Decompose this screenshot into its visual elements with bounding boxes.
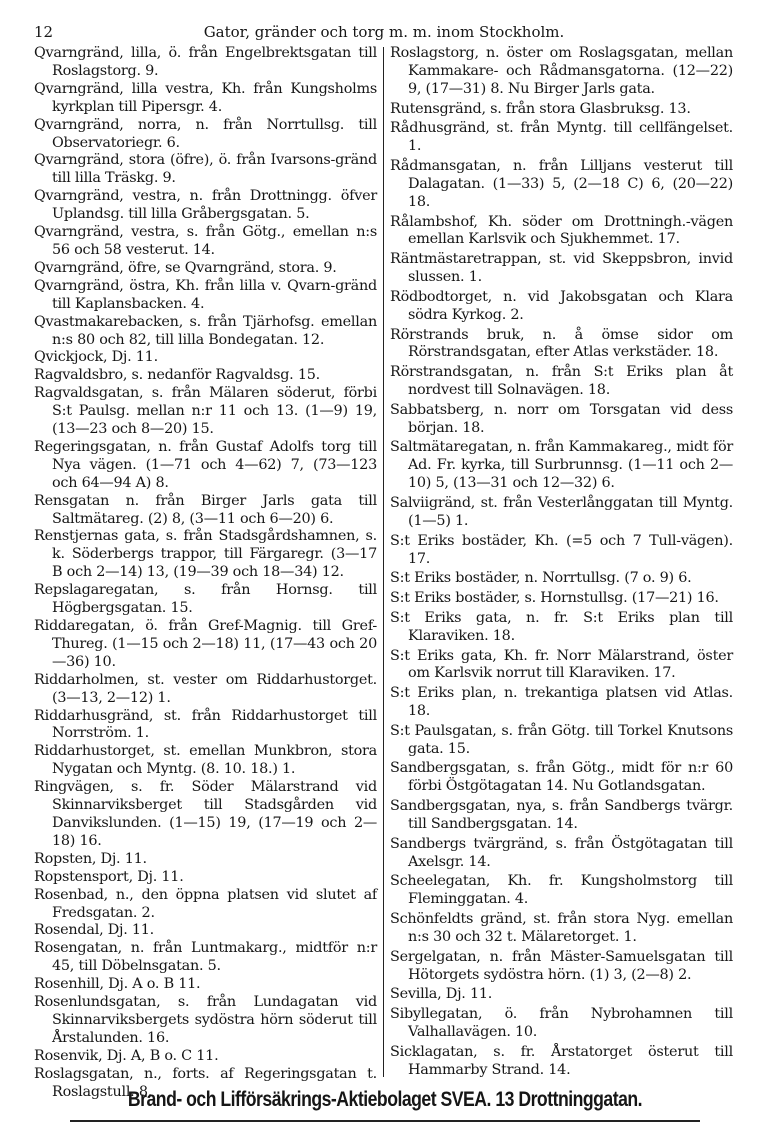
street-entry: Sandbergsgatan, nya, s. från Sandbergs tvärgr. till Sandbergsgatan. 14. <box>390 798 733 833</box>
street-entry: Ropsten, Dj. 11. <box>34 850 147 867</box>
street-entry: Qvarngränd, norra, n. från Norrtullsg. till Observatoriegr. 6. <box>34 116 377 151</box>
street-entry: Rosenvik, Dj. A, B o. C 11. <box>34 1047 219 1064</box>
page-number: 12 <box>34 23 54 41</box>
street-entry: Rådhusgränd, st. från Myntg. till cellfängelset. 1. <box>390 120 733 155</box>
street-entry: Ropstensport, Dj. 11. <box>34 868 184 885</box>
street-entry: Qvarngränd, vestra, n. från Drottningg. öfver Uplandsg. till lilla Gråbergsgatan. 5. <box>34 188 377 223</box>
left-column <box>34 45 383 1100</box>
running-title: Gator, gränder och torg m. m. inom Stockholm. <box>203 23 565 41</box>
street-entry: Sevilla, Dj. 11. <box>390 986 493 1003</box>
street-entry: Sandbergs tvärgränd, s. från Östgötagatan till Axelsgr. 14. <box>390 835 733 870</box>
street-entry: Rörstrands bruk, n. å ömse sidor om Rörstrandsgatan, efter Atlas verkstäder. 18. <box>390 326 733 361</box>
street-entry: Rosenbad, n., den öppna platsen vid slutet af Fredsgatan. 2. <box>34 886 377 921</box>
street-entry: Qvarngränd, lilla vestra, Kh. från Kungsholms kyrkplan till Pipersgr. 4. <box>34 80 377 115</box>
street-entry: Sandbergsgatan, s. från Götg., midt för n:r 60 förbi Östgötagatan 14. Nu Gotlandsgatan. <box>390 760 733 795</box>
street-entry: Ragvaldsbro, s. nedanför Ragvaldsg. 15. <box>34 367 320 384</box>
street-entry: Rutensgränd, s. från stora Glasbruksg. 13. <box>390 100 691 117</box>
street-entry: Sicklagatan, s. fr. Årstatorget österut till Hammarby Strand. 14. <box>390 1043 733 1078</box>
street-entry: Salviigränd, st. från Vesterlånggatan till Myntg. (1—5) 1. <box>390 495 733 529</box>
street-entry: Qvickjock, Dj. 11. <box>34 349 158 366</box>
street-entry: S:t Eriks plan, n. trekantiga platsen vid Atlas. 18. <box>390 685 733 720</box>
street-entry: Rödbodtorget, n. vid Jakobsgatan och Klara södra Kyrkog. 2. <box>390 288 733 323</box>
street-entry: Roslagstorg, n. öster om Roslagsgatan, mellan Kammakare- och Rådmansgatorna. (12—22) 9, (17—31) 8. Nu Birger Jarls gata. <box>390 45 733 97</box>
street-entry: S:t Eriks bostäder, Kh. (=5 och 7 Tull-vägen). 17. <box>390 532 733 567</box>
street-entry: Repslagaregatan, s. från Hornsg. till Högbergsgatan. 15. <box>34 582 377 617</box>
street-entry: Ringvägen, s. fr. Söder Mälarstrand vid Skinnarviksberget till Stadsgården vid Danvikslunden. (1—15) 19, (17—19 och 2—18) 16. <box>34 779 377 849</box>
street-entry: Rosengatan, n. från Luntmakarg., midtför n:r 45, till Döbelnsgatan. 5. <box>34 940 377 975</box>
street-entry: Riddarhusgränd, st. från Riddarhustorget till Norrström. 1. <box>34 707 377 742</box>
street-entry: Renstjernas gata, s. från Stadsgårdshamnen, s. k. Söderbergs trappor, till Färgaregr. (3—17 B och 2—14) 13, (19—39 och 18—34) 12. <box>34 528 377 581</box>
street-entry: S:t Eriks gata, n. fr. S:t Eriks plan till Klaraviken. 18. <box>390 609 733 644</box>
street-entry: S:t Eriks bostäder, s. Hornstullsg. (17—21) 16. <box>390 590 719 607</box>
street-entry: Rensgatan n. från Birger Jarls gata till Saltmätareg. (2) 8, (3—11 och 6—20) 6. <box>34 492 377 527</box>
street-entry: Riddarholmen, st. vester om Riddarhustorget. (3—13, 2—12) 1. <box>34 671 377 706</box>
street-entry: Rålambshof, Kh. söder om Drottningh.-vägen emellan Karlsvik och Sjukhemmet. 17. <box>390 213 733 248</box>
street-entry: S:t Eriks bostäder, n. Norrtullsg. (7 o. 9) 6. <box>390 570 692 587</box>
street-entry: Qvarngränd, östra, Kh. från lilla v. Qvarn-gränd till Kaplansbacken. 4. <box>34 277 377 312</box>
street-entry: Qvarngränd, stora (öfre), ö. från Ivarsons-gränd till lilla Träskg. 9. <box>34 152 377 187</box>
street-entry: Qvastmakarebacken, s. från Tjärhofsg. emellan n:s 80 och 82, till lilla Bondegatan. 12. <box>34 313 377 348</box>
street-entry: Rosendal, Dj. 11. <box>34 922 154 939</box>
street-entry: Riddarhustorget, st. emellan Munkbron, stora Nygatan och Myntg. (8. 10. 18.) 1. <box>34 743 377 778</box>
street-entry: Sergelgatan, n. från Mäster-Samuelsgatan till Hötorgets sydöstra hörn. (1) 3, (2—8) 2. <box>390 948 733 983</box>
street-entry: S:t Eriks gata, Kh. fr. Norr Mälarstrand, öster om Karlsvik norrut till Klaraviken. 17. <box>390 647 733 682</box>
footer-rule <box>70 1120 700 1122</box>
right-column <box>384 45 733 1080</box>
street-entry: Sabbatsberg, n. norr om Torsgatan vid dess början. 18. <box>390 401 733 436</box>
street-entry: Roslagsgatan, n., forts. af Regeringsgatan t. Roslagstull. 8. <box>34 1065 377 1100</box>
page-header <box>34 20 734 44</box>
street-entry: Schönfeldts gränd, st. från stora Nyg. emellan n:s 30 och 32 t. Mälaretorget. 1. <box>390 911 733 945</box>
street-entry: Ragvaldsgatan, s. från Mälaren söderut, förbi S:t Paulsg. mellan n:r 11 och 13. (1—9) 19, (13—23 och 8—20) 15. <box>34 385 377 438</box>
street-entry: Räntmästaretrappan, st. vid Skeppsbron, invid slussen. 1. <box>390 251 733 286</box>
footer-advertisement: Brand- och Lifförsäkrings-Aktiebolaget SVEA. 13 Drottninggatan. <box>127 1088 643 1111</box>
street-entry: Rörstrandsgatan, n. från S:t Eriks plan åt nordvest till Solnavägen. 18. <box>390 364 733 399</box>
street-entry: S:t Paulsgatan, s. från Götg. till Torkel Knutsons gata. 15. <box>390 722 733 757</box>
street-entry: Qvarngränd, vestra, s. från Götg., emellan n:s 56 och 58 vesterut. 14. <box>34 224 377 258</box>
street-entry: Riddaregatan, ö. från Gref-Magnig. till Gref-Thureg. (1—15 och 2—18) 11, (17—43 och 20—36) 10. <box>34 618 377 670</box>
street-entry: Rosenlundsgatan, s. från Lundagatan vid Skinnarviksbergets sydöstra hörn söderut till Årstalunden. 16. <box>34 994 377 1046</box>
street-entry: Qvarngränd, öfre, se Qvarngränd, stora. 9. <box>34 259 337 276</box>
street-entry: Scheelegatan, Kh. fr. Kungsholmstorg till Fleminggatan. 4. <box>390 873 733 908</box>
street-entry: Rosenhill, Dj. A o. B 11. <box>34 976 201 993</box>
street-entry: Qvarngränd, lilla, ö. från Engelbrektsgatan till Roslagstorg. 9. <box>34 45 377 79</box>
street-entry: Rådmansgatan, n. från Lilljans vesterut till Dalagatan. (1—33) 5, (2—18 C) 6, (20—22) 18. <box>390 157 733 210</box>
street-entry: Sibyllegatan, ö. från Nybrohamnen till Valhallavägen. 10. <box>390 1006 733 1041</box>
street-entry: Saltmätaregatan, n. från Kammakareg., midt för Ad. Fr. kyrka, till Surbrunnsg. (1—11 och 2—10) 5, (13—31 och 12—32) 6. <box>390 439 733 492</box>
street-entry: Regeringsgatan, n. från Gustaf Adolfs torg till Nya vägen. (1—71 och 4—62) 7, (73—123 och 64—94 A) 8. <box>34 438 377 491</box>
